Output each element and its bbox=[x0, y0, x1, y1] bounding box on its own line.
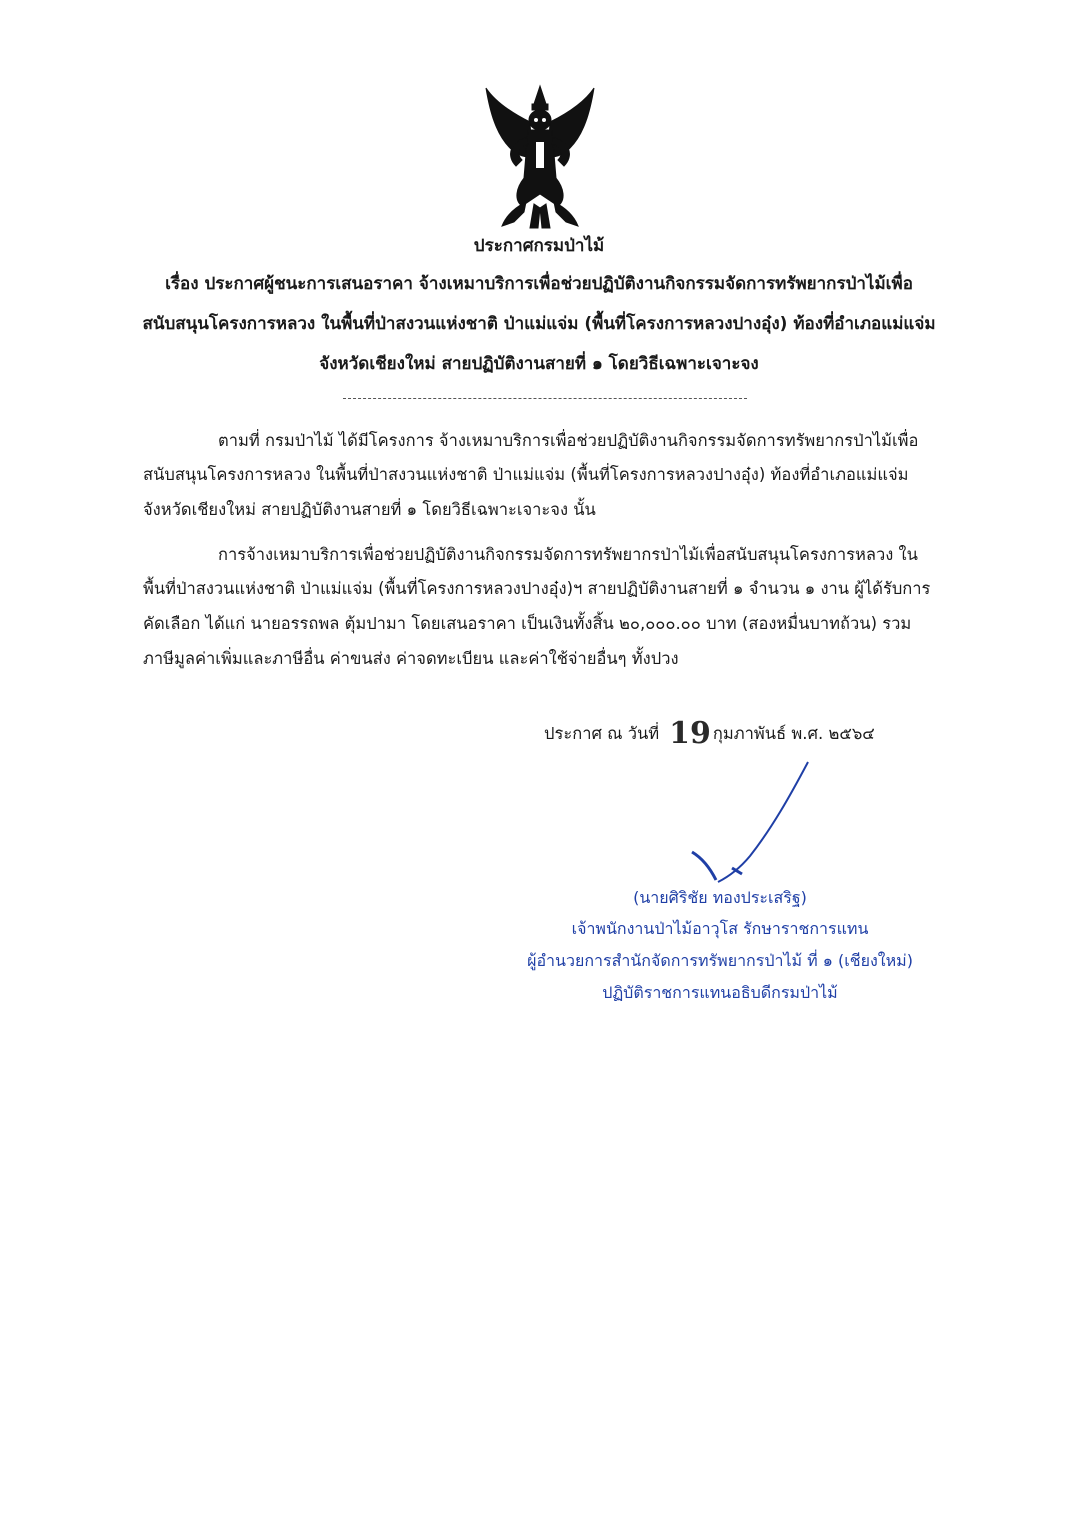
paragraph-2-line-4: ภาษีมูลค่าเพิ่มและภาษีอื่น ค่าขนส่ง ค่าจดทะเบียน และค่าใช้จ่ายอื่นๆ ทั้งปวง bbox=[143, 649, 679, 668]
org-title: ประกาศกรมป่าไม้ bbox=[473, 236, 605, 256]
signatory-position-2: ผู้อำนวยการสำนักจัดการทรัพยากรป่าไม้ ที่ ๑ (เชียงใหม่) bbox=[527, 951, 913, 970]
signatory-name: (นายศิริชัย ทองประเสริฐ) bbox=[633, 888, 807, 907]
signature-icon bbox=[680, 756, 830, 896]
signatory-position-3: ปฏิบัติราชการแทนอธิบดีกรมป่าไม้ bbox=[602, 983, 838, 1002]
signatory-position-1: เจ้าพนักงานป่าไม้อาวุโส รักษาราชการแทน bbox=[571, 919, 869, 938]
date-prefix: ประกาศ ณ วันที่ bbox=[544, 724, 660, 743]
paragraph-2-line-3: คัดเลือก ได้แก่ นายอรรถพล ตุ้มปามา โดยเสนอราคา เป็นเงินทั้งสิ้น ๒๐,๐๐๐.๐๐ บาท (สองหมื่นบาทถ้วน) รวม bbox=[143, 614, 912, 633]
paragraph-2-line-1: การจ้างเหมาบริการเพื่อช่วยปฏิบัติงานกิจกรรมจัดการทรัพยากรป่าไม้เพื่อสนับสนุนโครงการหลวง ใน bbox=[218, 545, 918, 564]
paragraph-2-line-2: พื้นที่ป่าสงวนแห่งชาติ ป่าแม่แจ่ม (พื้นที่โครงการหลวงปางอุ๋ง)ฯ สายปฏิบัติงานสายที่ ๑ จำนวน ๑ งาน ผู้ได้รับการ bbox=[143, 579, 931, 598]
subject-line-1: เรื่อง ประกาศผู้ชนะการเสนอราคา จ้างเหมาบริการเพื่อช่วยปฏิบัติงานกิจกรรมจัดการทรัพยากรป่าไม้เพื่อ bbox=[165, 274, 913, 294]
paragraph-1-line-2: สนับสนุนโครงการหลวง ในพื้นที่ป่าสงวนแห่งชาติ ป่าแม่แจ่ม (พื้นที่โครงการหลวงปางอุ๋ง) ท้องที่อำเภอแม่แจ่ม bbox=[143, 465, 909, 484]
date-day: 19 bbox=[669, 716, 711, 751]
date-month-year: กุมภาพันธ์ พ.ศ. ๒๕๖๔ bbox=[712, 724, 875, 743]
announcement-date bbox=[544, 712, 875, 751]
paragraph-1-line-1: ตามที่ กรมป่าไม้ ได้มีโครงการ จ้างเหมาบริการเพื่อช่วยปฏิบัติงานกิจกรรมจัดการทรัพยากรป่าไม้เพื่อ bbox=[218, 431, 919, 450]
subject-line-2: สนับสนุนโครงการหลวง ในพื้นที่ป่าสงวนแห่งชาติ ป่าแม่แจ่ม (พื้นที่โครงการหลวงปางอุ๋ง) ท้องที่อำเภอแม่แจ่ม bbox=[142, 314, 936, 334]
divider bbox=[343, 398, 747, 399]
paragraph-1-line-3: จังหวัดเชียงใหม่ สายปฏิบัติงานสายที่ ๑ โดยวิธีเฉพาะเจาะจง นั้น bbox=[143, 500, 596, 519]
subject-line-3: จังหวัดเชียงใหม่ สายปฏิบัติงานสายที่ ๑ โดยวิธีเฉพาะเจาะจง bbox=[319, 354, 759, 374]
garuda-emblem-icon bbox=[480, 82, 600, 232]
